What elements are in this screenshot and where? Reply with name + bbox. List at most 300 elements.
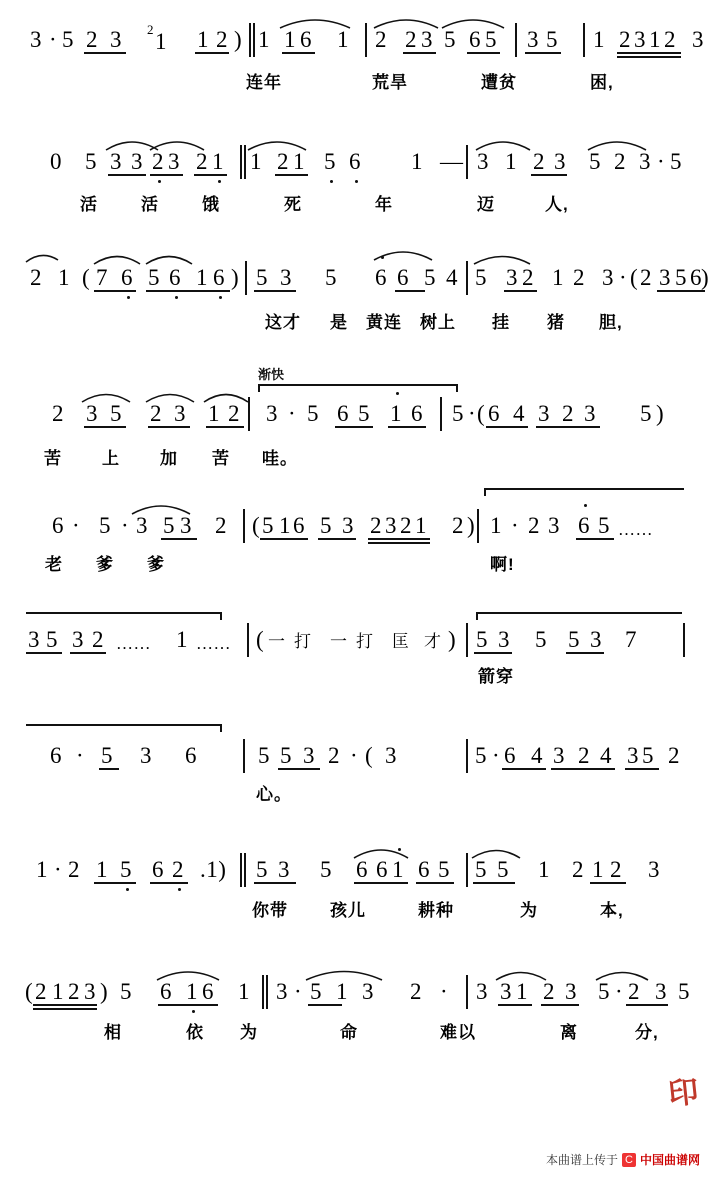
note-token: 3 xyxy=(276,979,288,1004)
note-token: 1 xyxy=(238,979,250,1004)
beam-line xyxy=(467,52,500,54)
barline xyxy=(248,397,250,431)
barline xyxy=(240,145,242,179)
lyric-text: 饿 xyxy=(202,195,220,214)
lyrics-row-9 xyxy=(0,1024,710,1050)
lyric-text: 哇。 xyxy=(262,449,298,468)
spoken-text: 一 xyxy=(268,632,286,651)
note-token: 3 xyxy=(180,513,192,538)
barline xyxy=(466,853,468,887)
note-token: 3 xyxy=(86,401,98,426)
music-system-7 xyxy=(0,724,710,834)
beam-line xyxy=(146,290,230,292)
note-token: 5 xyxy=(101,743,113,768)
lyric-text: 苦 xyxy=(44,449,62,468)
octave-dot-low xyxy=(218,180,221,183)
barline xyxy=(253,23,255,57)
octave-dot-high xyxy=(396,392,399,395)
note-token: 6 xyxy=(488,401,500,426)
note-token: 5 xyxy=(589,149,601,174)
note-token: 3 xyxy=(554,149,566,174)
note-token: 5 xyxy=(99,513,111,538)
note-token: 2 xyxy=(628,979,640,1004)
footer-prefix: 本曲谱上传于 xyxy=(546,1153,619,1167)
beam-line xyxy=(26,652,62,654)
beam-line xyxy=(84,426,126,428)
octave-dot-low xyxy=(127,296,130,299)
barline xyxy=(244,145,246,179)
beam-line xyxy=(150,174,183,176)
beam-line xyxy=(395,290,425,292)
note-token: 2 xyxy=(30,265,42,290)
beam-line xyxy=(504,290,537,292)
note-token: 3 xyxy=(500,979,512,1004)
music-system-2 xyxy=(0,136,710,246)
music-system-6 xyxy=(0,610,710,720)
bracket-tick xyxy=(258,384,260,392)
note-token: 1 xyxy=(212,149,224,174)
note-token: 3 xyxy=(659,265,671,290)
note-token: 5 xyxy=(280,743,292,768)
note-token: 0 xyxy=(50,149,62,174)
lyric-text: 是 xyxy=(330,313,348,332)
note-token: 5 xyxy=(320,857,332,882)
beam-line xyxy=(158,1004,218,1006)
note-token: 5 xyxy=(497,857,509,882)
note-token: 5 xyxy=(262,513,274,538)
note-token: 3 xyxy=(655,979,667,1004)
note-token: 6 xyxy=(185,743,197,768)
beam-line xyxy=(474,652,512,654)
lyric-text: 年 xyxy=(375,195,393,214)
note-token: ) xyxy=(701,265,710,290)
octave-dot-low xyxy=(330,180,333,183)
note-token: 3 xyxy=(538,401,550,426)
slur-arc xyxy=(144,250,194,266)
note-token: 2 xyxy=(573,265,585,290)
note-token: 1 xyxy=(516,979,528,1004)
note-token: · xyxy=(615,979,624,1004)
note-token: 3 xyxy=(548,513,560,538)
lyric-text: 为 xyxy=(240,1023,258,1042)
notes-row-7 xyxy=(0,724,710,768)
note-token: 3 xyxy=(30,27,42,52)
note-token: 5 xyxy=(640,401,652,426)
site-badge-icon: C xyxy=(622,1153,636,1167)
note-token: 7 xyxy=(96,265,108,290)
note-token: 2 xyxy=(68,857,80,882)
octave-dot-low xyxy=(219,296,222,299)
note-token: 5 xyxy=(324,149,336,174)
note-token: ) xyxy=(231,265,240,290)
slur-arc xyxy=(92,250,142,266)
note-token: 5 xyxy=(598,513,610,538)
note-token: 2 xyxy=(52,401,64,426)
notes-row-3 xyxy=(0,252,710,292)
note-token: · xyxy=(468,401,477,426)
lyric-text: 爹 xyxy=(147,555,165,574)
note-token: 2 xyxy=(610,857,622,882)
note-token: ) xyxy=(467,513,476,538)
note-token: 5 xyxy=(256,857,268,882)
red-seal-stamp: 印 xyxy=(666,1075,701,1112)
tempo-marking: 渐快 xyxy=(258,367,285,382)
note-token: 2 xyxy=(578,743,590,768)
note-token: 5 xyxy=(475,743,487,768)
note-token: 3 xyxy=(565,979,577,1004)
beam-line xyxy=(541,1004,579,1006)
beam-line xyxy=(576,538,614,540)
site-name[interactable]: 中国曲谱网 xyxy=(639,1153,700,1167)
barline xyxy=(243,739,245,773)
lyric-text: 黄连 xyxy=(366,313,402,332)
note-token: 5 xyxy=(475,857,487,882)
beam-line xyxy=(282,52,315,54)
ellipsis-token: …… xyxy=(618,520,653,539)
spoken-text: 一 xyxy=(330,632,348,651)
note-token: 3 xyxy=(362,979,374,1004)
music-system-9 xyxy=(0,962,710,1072)
beam-line xyxy=(194,174,227,176)
music-system-8 xyxy=(0,840,710,950)
beam-line xyxy=(148,426,190,428)
lyric-text: 爹 xyxy=(96,555,114,574)
note-token: 1 xyxy=(58,265,70,290)
note-token: 5 xyxy=(120,857,132,882)
note-token: 2 xyxy=(150,401,162,426)
note-token: 5 xyxy=(535,627,547,652)
note-token: ) xyxy=(234,27,243,52)
beam-line xyxy=(536,426,600,428)
note-token: 2 xyxy=(196,149,208,174)
lyric-text: 命 xyxy=(340,1023,358,1042)
note-token: 2 xyxy=(562,401,574,426)
barline xyxy=(583,23,585,57)
note-token: 5 xyxy=(452,401,464,426)
beam-line xyxy=(94,290,136,292)
beam-line xyxy=(626,1004,668,1006)
note-token: 6 xyxy=(504,743,516,768)
beam-line xyxy=(335,426,373,428)
lyric-text: 啊! xyxy=(490,555,515,574)
note-token: 6 xyxy=(152,857,164,882)
beam-line xyxy=(84,52,126,54)
note-token: 1 xyxy=(593,27,605,52)
note-token: 2 xyxy=(35,979,47,1004)
barline xyxy=(240,853,242,887)
note-token: 1 xyxy=(196,265,208,290)
note-token: 2 xyxy=(668,743,680,768)
barline xyxy=(262,975,264,1009)
note-token: 1 xyxy=(505,149,517,174)
note-token: 6 xyxy=(690,265,702,290)
lyric-text: 加 xyxy=(160,449,178,468)
note-token: 6 xyxy=(169,265,181,290)
note-token: 3 xyxy=(72,627,84,652)
note-token: 5 xyxy=(444,27,456,52)
lyric-text: 老 xyxy=(45,555,63,574)
lyrics-row-5 xyxy=(0,556,710,582)
barline xyxy=(266,975,268,1009)
note-token: 3 xyxy=(634,27,646,52)
note-token: 3 xyxy=(168,149,180,174)
note-token: 2 xyxy=(522,265,534,290)
lyric-text: 活 xyxy=(80,195,98,214)
note-token: — xyxy=(440,149,464,174)
barline xyxy=(243,509,245,543)
lyric-text: 难以 xyxy=(440,1023,476,1042)
note-token: 5 xyxy=(148,265,160,290)
note-token: 1 xyxy=(336,979,348,1004)
beam-line xyxy=(502,768,546,770)
note-token: · xyxy=(350,743,359,768)
beam-line xyxy=(70,652,106,654)
beam-line xyxy=(531,174,567,176)
beam-line xyxy=(254,290,296,292)
beam-line xyxy=(195,52,229,54)
note-token: 1 xyxy=(155,29,167,54)
note-token: 2 xyxy=(410,979,422,1004)
lyric-text: 荒旱 xyxy=(372,73,408,92)
note-token: 6 xyxy=(375,265,387,290)
beam-line xyxy=(254,882,296,884)
slur-arc xyxy=(372,246,434,262)
note-token: 1 xyxy=(186,979,198,1004)
note-token: 1 xyxy=(176,627,188,652)
beam-line xyxy=(551,768,615,770)
note-token: 3 xyxy=(527,27,539,52)
beam-line xyxy=(260,538,308,540)
note-token: 3 xyxy=(602,265,614,290)
barline xyxy=(466,261,468,295)
note-token: 2 xyxy=(216,27,228,52)
note-token: 6 xyxy=(121,265,133,290)
beam-line xyxy=(275,174,308,176)
note-token: ( xyxy=(477,401,486,426)
note-token: 7 xyxy=(625,627,637,652)
note-token: 6 xyxy=(418,857,430,882)
note-token: 1 xyxy=(411,149,423,174)
note-token: 2 xyxy=(528,513,540,538)
note-token: 3 xyxy=(280,265,292,290)
note-token: 3 xyxy=(506,265,518,290)
note-token: 2 xyxy=(68,979,80,1004)
beam-line xyxy=(498,1004,532,1006)
beam-line xyxy=(94,882,136,884)
notes-row-2 xyxy=(0,136,710,176)
music-system-5 xyxy=(0,500,710,610)
note-token: 3 xyxy=(692,27,704,52)
beam-line xyxy=(308,1004,342,1006)
lyric-text: 死 xyxy=(284,195,302,214)
note-token: 5 xyxy=(85,149,97,174)
lyrics-row-2 xyxy=(0,196,710,222)
octave-dot-low xyxy=(158,180,161,183)
note-token: 2 xyxy=(572,857,584,882)
beam-line xyxy=(617,52,681,54)
note-token: ) xyxy=(100,979,109,1004)
beam-line xyxy=(625,768,659,770)
note-token: 1 xyxy=(293,149,305,174)
note-token: ( xyxy=(252,513,261,538)
octave-dot-low xyxy=(175,296,178,299)
lyric-text: 上 xyxy=(102,449,120,468)
note-token: 3 xyxy=(110,149,122,174)
note-token: 3 xyxy=(421,27,433,52)
notes-row-6 xyxy=(0,610,710,653)
lyrics-row-1 xyxy=(0,74,710,100)
note-token: 5 xyxy=(598,979,610,1004)
beam-line xyxy=(388,426,426,428)
note-token: 6 xyxy=(411,401,423,426)
octave-dot-low xyxy=(192,1010,195,1013)
note-token: 5 xyxy=(110,401,122,426)
note-token: 4 xyxy=(446,265,458,290)
beam-line xyxy=(486,426,528,428)
ellipsis-token: …… xyxy=(116,634,151,653)
barline xyxy=(247,623,249,657)
music-system-1 xyxy=(0,18,710,128)
footer-credit xyxy=(546,1151,700,1168)
note-token: 5 xyxy=(568,627,580,652)
note-token: 3 xyxy=(476,979,488,1004)
lyrics-row-6 xyxy=(0,668,710,694)
notes-row-8 xyxy=(0,840,710,880)
spoken-text: 打 xyxy=(294,632,312,651)
barline xyxy=(683,623,685,657)
note-token: 6 xyxy=(376,857,388,882)
spoken-text: 才 xyxy=(424,632,442,651)
note-token: 6 xyxy=(469,27,481,52)
beam-line xyxy=(590,882,626,884)
lyric-text: 苦 xyxy=(212,449,230,468)
note-token: 5 xyxy=(675,265,687,290)
lyric-text: 遭贫 xyxy=(481,73,517,92)
bracket-line xyxy=(26,612,222,614)
lyric-text: 迈 xyxy=(477,195,495,214)
lyric-text: 离 xyxy=(560,1023,578,1042)
note-token: 5 xyxy=(485,27,497,52)
note-token: 1 xyxy=(592,857,604,882)
beam-line xyxy=(416,882,454,884)
barline xyxy=(244,853,246,887)
note-token: · xyxy=(121,513,130,538)
note-token: 3 xyxy=(303,743,315,768)
lyric-text: 孩儿 xyxy=(330,901,366,920)
note-token: 1 xyxy=(552,265,564,290)
barline xyxy=(515,23,517,57)
note-token: .1) xyxy=(200,857,227,882)
note-token: 5 xyxy=(325,265,337,290)
note-token: 5 xyxy=(256,265,268,290)
note-token: · xyxy=(440,979,449,1004)
beam-line xyxy=(161,538,197,540)
beam-line xyxy=(403,52,436,54)
note-token: 6 xyxy=(202,979,214,1004)
bracket-tick xyxy=(484,488,486,496)
note-token: 1 xyxy=(284,27,296,52)
octave-dot-high xyxy=(584,504,587,507)
note-token: · xyxy=(511,513,520,538)
note-token: 3 xyxy=(131,149,143,174)
note-token: 2 xyxy=(152,149,164,174)
note-token: 5 xyxy=(258,743,270,768)
note-token: ( xyxy=(82,265,91,290)
lyric-text: 你带 xyxy=(252,901,288,920)
note-token: 3 xyxy=(136,513,148,538)
note-token: 3 xyxy=(110,27,122,52)
lyric-text: 箭穿 xyxy=(478,667,514,686)
note-token: 6 xyxy=(578,513,590,538)
note-token: 2 xyxy=(215,513,227,538)
note-token: 5 xyxy=(424,265,436,290)
note-token: 2 xyxy=(614,149,626,174)
music-system-4 xyxy=(0,367,710,490)
beam-line xyxy=(278,768,320,770)
beam-line xyxy=(108,174,146,176)
note-token: 1 xyxy=(649,27,661,52)
slur-arc xyxy=(24,250,60,266)
note-token: 3 xyxy=(342,513,354,538)
bracket-line xyxy=(26,724,222,726)
barline xyxy=(440,397,442,431)
bracket-tick xyxy=(456,384,458,392)
lyric-text: 耕种 xyxy=(418,901,454,920)
note-token: 1 xyxy=(279,513,291,538)
note-token: ) xyxy=(448,627,457,652)
note-token: ( xyxy=(630,265,639,290)
octave-dot-low xyxy=(126,888,129,891)
note-token: 6 xyxy=(52,513,64,538)
note-token: 5 xyxy=(546,27,558,52)
note-token: 1 xyxy=(36,857,48,882)
note-token: 2 xyxy=(452,513,464,538)
beam-line xyxy=(354,882,408,884)
beam-line xyxy=(368,538,430,540)
note-token: 5 xyxy=(320,513,332,538)
note-token: 5 xyxy=(46,627,58,652)
lyric-text: 胆, xyxy=(599,313,623,332)
beam-line xyxy=(473,882,515,884)
note-token: 3 xyxy=(639,149,651,174)
note-token: 2 xyxy=(277,149,289,174)
note-token: 3 xyxy=(648,857,660,882)
barline xyxy=(245,261,247,295)
note-token: 3 xyxy=(278,857,290,882)
note-token: 3 xyxy=(498,627,510,652)
note-token: 5 xyxy=(358,401,370,426)
beam-line xyxy=(206,426,244,428)
barline xyxy=(466,623,468,657)
note-token: 5 xyxy=(438,857,450,882)
ellipsis-token: …… xyxy=(196,634,231,653)
beam-line xyxy=(657,290,705,292)
barline xyxy=(466,145,468,179)
note-token: 3 xyxy=(174,401,186,426)
note-token: · xyxy=(492,743,501,768)
note-token: · xyxy=(54,857,63,882)
bracket-tick xyxy=(220,724,222,732)
lyrics-row-8 xyxy=(0,902,710,928)
note-token: 2 xyxy=(328,743,340,768)
note-token: 2 xyxy=(640,265,652,290)
note-token: 2 xyxy=(370,513,382,538)
note-token: 3 xyxy=(84,979,96,1004)
note-token: 2 xyxy=(375,27,387,52)
lyric-text: 这才 xyxy=(265,313,301,332)
note-token: 1 xyxy=(250,149,262,174)
bracket-line xyxy=(484,488,684,490)
